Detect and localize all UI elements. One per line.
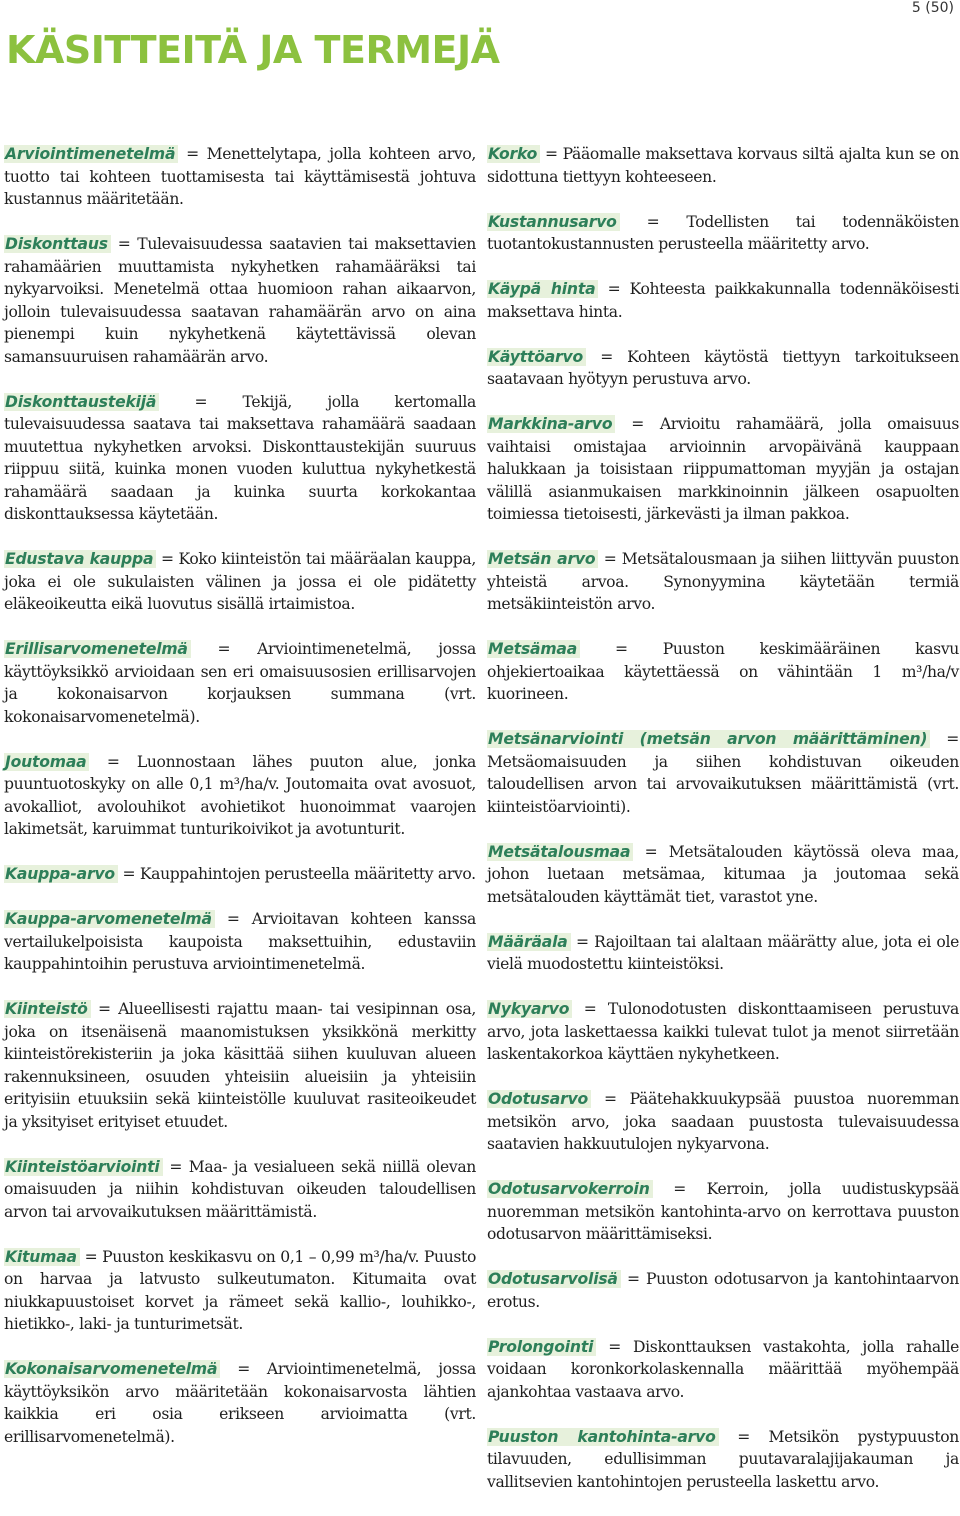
glossary-entry xyxy=(487,346,959,391)
glossary-term: Metsätalousmaa xyxy=(487,843,633,861)
glossary-definition: = Tulonodotusten diskonttaamiseen perustuva arvo, jota laskettaessa kaikki tulevat tulot ja menot siirretään laskentakorkoa käyttäen nykyhetkeen. xyxy=(487,1000,959,1063)
glossary-entry xyxy=(487,1088,959,1156)
glossary-term: Puuston kantohinta-arvo xyxy=(487,1428,719,1446)
glossary-entry xyxy=(4,1156,476,1224)
glossary-definition: = Metsäomaisuuden ja siihen kohdistuvan oikeuden taloudellisen arvon tai arvovaikutuksen määrittämistä (vrt. kiinteistöarviointi). xyxy=(487,730,960,816)
glossary-term: Markkina-arvo xyxy=(487,415,615,433)
glossary-term: Diskonttaus xyxy=(4,235,111,253)
glossary-definition: = Arviointimenetelmä, jossa käyttöyksikkö arvioidaan sen eri omaisuusosien erillisarvojen ja kokonaisarvon korjauksen summana (vrt. kokonaisarvomenetelmä). xyxy=(4,640,476,726)
glossary-definition: = Menettelytapa, jolla kohteen arvo, tuotto tai kohteen tuottamisesta tai käyttämisestä johtuva kustannus määritetään. xyxy=(4,145,476,208)
glossary-definition: = Puuston keskikasvu on 0,1 – 0,99 m³/ha/v. Puusto on harvaa ja latvusto sulkeutumaton. Kitumaita ovat niukkapuustoiset korvet ja rämeet sekä kallio-, louhikko-, hietikko-, laki- ja tunturimetsät. xyxy=(4,1247,476,1333)
glossary-column-left xyxy=(4,143,476,1471)
glossary-entry xyxy=(4,998,476,1133)
glossary-term: Joutomaa xyxy=(4,753,89,771)
glossary-term: Prolongointi xyxy=(487,1338,596,1356)
glossary-term: Odotusarvo xyxy=(487,1090,591,1108)
glossary-term: Odotusarvolisä xyxy=(487,1270,621,1288)
glossary-entry xyxy=(4,1246,476,1336)
glossary-definition: = Metsikön pystypuuston tilavuuden, edullisimman puutavaralajijakauman ja vallitsevien kantohintojen perusteella laskettu arvo. xyxy=(487,1427,959,1491)
glossary-definition: = Kohteen käytöstä tiettyyn tarkoitukseen saatavaan hyötyyn perustuva arvo. xyxy=(487,347,959,388)
glossary-term: Käyttöarvo xyxy=(487,348,586,366)
glossary-entry xyxy=(487,1268,959,1313)
glossary-definition: = Tekijä, jolla kertomalla tulevaisuudessa saatava tai maksettava rahamäärä saadaan muutettua nykyhetken arvoksi. Diskonttaustekijän suuruus riippuu siitä, kuinka monen vuoden kuluttua nykyhetkestä rahamäärä saadaan ja kuinka suurta korkokantaa diskonttauksessa käytetään. xyxy=(4,392,476,523)
glossary-term: Kauppa-arvo xyxy=(4,865,118,883)
glossary-entry xyxy=(487,931,959,976)
glossary-definition: = Kauppahintojen perusteella määritetty arvo. xyxy=(117,865,476,883)
glossary-definition: = Pääomalle maksettava korvaus siltä ajalta kun se on sidottuna tiettyyn kohteeseen. xyxy=(487,145,959,186)
glossary-entry xyxy=(4,391,476,526)
glossary-entry xyxy=(487,413,959,526)
glossary-definition: = Diskonttauksen vastakohta, jolla rahalle voidaan koronkorkolaskennalla määrittää myöhempää ajankohtaa vastaava arvo. xyxy=(487,1337,959,1401)
glossary-definition: = Maa- ja vesialueen sekä niillä olevan omaisuuden ja niihin kohdistuvan oikeuden taloudellisen arvon tai arvovaikutuksen määrittämistä. xyxy=(4,1157,476,1221)
glossary-entry xyxy=(4,233,476,368)
glossary-term: Odotusarvokerroin xyxy=(487,1180,653,1198)
glossary-term: Kitumaa xyxy=(4,1248,80,1266)
glossary-definition: = Arvioitu rahamäärä, jolla omaisuus vaihtaisi omistajaa arvioinnin arvopäivänä kauppaan halukkaan ja toisistaan riippumattoman myyjän ja ostajan välillä asianmukaisen markkinoinnin jälkeen osapuolten toimiessa tietoisesti, järkevästi ja ilman pakkoa. xyxy=(487,415,959,523)
glossary-entry xyxy=(487,998,959,1066)
glossary-term: Diskonttaustekijä xyxy=(4,393,159,411)
glossary-entry xyxy=(487,1336,959,1404)
glossary-column-right xyxy=(487,143,959,1516)
glossary-term: Arviointimenetelmä xyxy=(4,145,178,163)
glossary-term: Kiinteistö xyxy=(4,1000,91,1018)
glossary-definition: = Luonnostaan lähes puuton alue, jonka puuntuotoskyky on alle 0,1 m³/ha/v. Joutomaita ovat avosuot, avokalliot, avolouhikot avohietikot huonoimmat vaarojen lakimetsät, karuimmat tunturikoivikot ja avotunturit. xyxy=(4,752,476,838)
glossary-term: Kiinteistöarviointi xyxy=(4,1158,163,1176)
glossary-definition: = Arvioitavan kohteen kanssa vertailukelpoisista kaupoista maksettuihin, edustaviin kauppahintoihin perustuva arviointimenetelmä. xyxy=(4,910,476,973)
glossary-term: Metsän arvo xyxy=(487,550,598,568)
glossary-definition: = Todellisten tai todennäköisten tuotantokustannusten perusteella määritetty arvo. xyxy=(487,212,959,253)
glossary-definition: = Rajoiltaan tai alaltaan määrätty alue, jota ei ole vielä muodostettu kiinteistöksi. xyxy=(487,932,959,973)
glossary-entry xyxy=(487,143,959,188)
page-number: 5 (50) xyxy=(911,0,954,16)
glossary-definition: = Puuston keskimääräinen kasvu ohjekiertoaikaa käytettäessä on vähintään 1 m³/ha/v kuorineen. xyxy=(487,640,959,703)
glossary-entry xyxy=(4,908,476,976)
glossary-term: Käypä hinta xyxy=(487,280,598,298)
glossary-entry xyxy=(4,863,476,886)
glossary-entry xyxy=(487,278,959,323)
glossary-term: Kauppa-arvomenetelmä xyxy=(4,910,215,928)
glossary-definition: = Tulevaisuudessa saatavien tai maksettavien rahamäärien muuttamista nykyhetken rahamääräksi tai nykyarvoiksi. Menetelmä ottaa huomioon rahan aikaarvon, jolloin tulevaisuudessa saatavan rahamäärän arvo on aina pienempi kuin nykyhetkenä käytettävissä olevan samansuuruisen rahamäärän arvo. xyxy=(4,235,476,366)
glossary-term: Kokonaisarvomenetelmä xyxy=(4,1360,220,1378)
page-title: KÄSITTEITÄ JA TERMEJÄ xyxy=(6,28,500,72)
glossary-definition: = Arviointimenetelmä, jossa käyttöyksikön arvo määritetään kokonaisarvosta lähtien kaikkia eri osia erikseen arvioimatta (vrt. erillisarvomenetelmä). xyxy=(4,1360,476,1446)
glossary-term: Korko xyxy=(487,145,540,163)
glossary-term: Kustannusarvo xyxy=(487,213,620,231)
glossary-definition: = Päätehakkuukypsää puustoa nuoremman metsikön arvo, joka saadaan puustosta tulevaisuudessa saatavien hakkuutulojen nykyarvona. xyxy=(487,1090,959,1153)
glossary-term: Edustava kauppa xyxy=(4,550,156,568)
glossary-entry xyxy=(487,211,959,256)
glossary-definition: = Metsätalousmaan ja siihen liittyvän puuston yhteistä arvoa. Synonyymina käytetään termiä metsäkiinteistön arvo. xyxy=(487,550,959,613)
glossary-definition: = Kohteesta paikkakunnalla todennäköisesti maksettava hinta. xyxy=(487,280,959,321)
glossary-entry xyxy=(487,548,959,616)
glossary-term: Metsämaa xyxy=(487,640,580,658)
glossary-entry xyxy=(487,841,959,909)
glossary-entry xyxy=(4,751,476,841)
glossary-definition: = Puuston odotusarvon ja kantohintaarvon erotus. xyxy=(487,1270,959,1311)
glossary-entry xyxy=(4,1358,476,1448)
glossary-definition: = Alueellisesti rajattu maan- tai vesipinnan osa, joka on itsenäisenä maanomistuksen yksikkönä merkitty kiinteistörekisteriin ja joka käsittää siihen kuuluvan alueen rakennuksineen, osuuden yhteisiin alueisiin ja yhteisiin erityisiin etuuksiin sekä kiinteistölle kuuluvat rasiteoikeudet ja yksityiset erityiset etuudet. xyxy=(4,1000,476,1131)
glossary-definition: = Metsätalouden käytössä oleva maa, johon luetaan metsämaa, kitumaa ja joutomaa sekä metsätalouden käyttämät tiet, varastot yne. xyxy=(487,842,959,906)
glossary-entry xyxy=(487,1426,959,1494)
glossary-entry xyxy=(487,728,959,818)
glossary-entry xyxy=(4,143,476,211)
glossary-entry xyxy=(4,638,476,728)
glossary-term: Määräala xyxy=(487,933,571,951)
glossary-definition: = Kerroin, jolla uudistuskypsää nuoremman metsikön kantohinta-arvo on kerrottava puuston odotusarvon määrittämiseksi. xyxy=(487,1180,959,1243)
glossary-entry xyxy=(487,638,959,706)
glossary-entry xyxy=(4,548,476,616)
glossary-term: Nykyarvo xyxy=(487,1000,572,1018)
glossary-definition: = Koko kiinteistön tai määräalan kauppa, joka ei ole sukulaisten välinen ja jossa ei ole pidätetty eläkeoikeutta eikä luovutus sisällä irtaimistoa. xyxy=(4,550,476,613)
glossary-entry xyxy=(487,1178,959,1246)
glossary-term: Erillisarvomenetelmä xyxy=(4,640,191,658)
glossary-term: Metsänarviointi (metsän arvon määrittäminen) xyxy=(487,730,930,748)
